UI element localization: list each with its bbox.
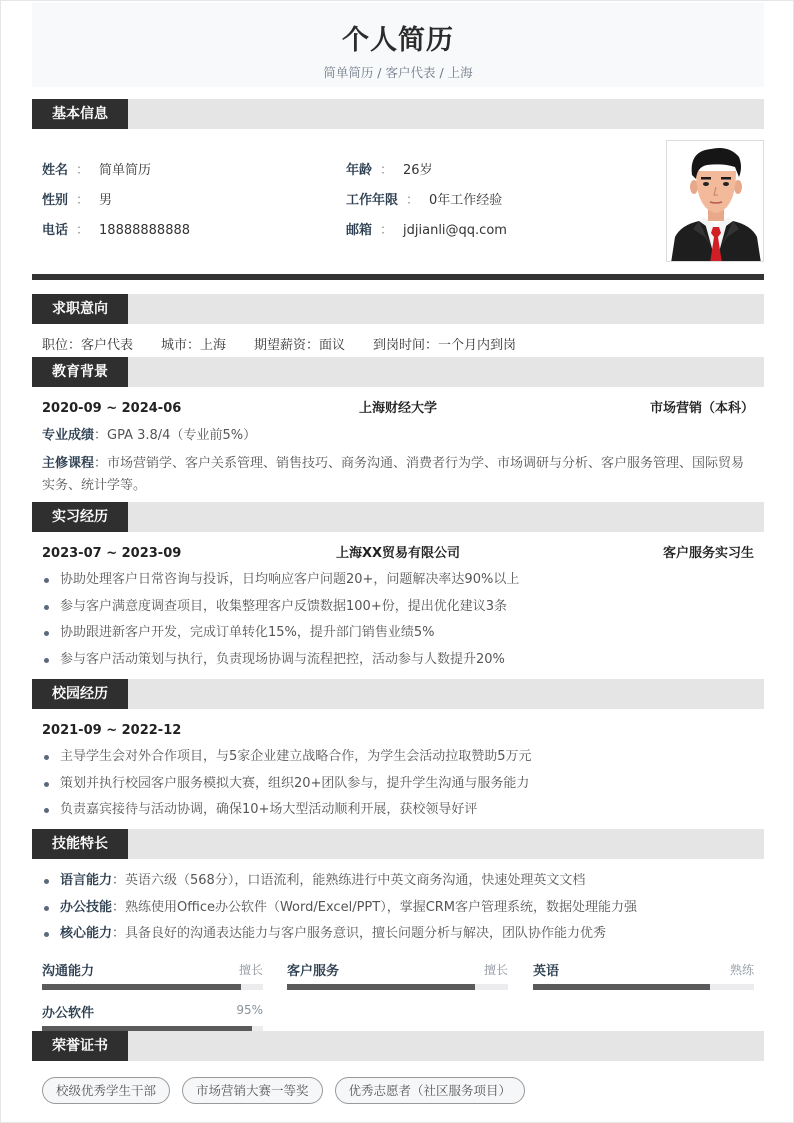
info-value: 男 [99,193,113,208]
info-value: jdjianli@qq.com [403,223,507,238]
skill-bar-level: 95% [236,1003,263,1017]
skill-label: 办公技能 [60,899,113,915]
info-label: 姓名 [42,163,69,178]
info-phone [42,222,190,240]
section-header-education [32,357,764,387]
honors-list [42,1077,525,1104]
person-portrait-icon [667,141,764,262]
section-header-skills [32,829,764,859]
info-label: 电话 [42,223,69,238]
page-title: 个人简历 [342,25,454,56]
intent-arrival: 到岗时间：一个月内到岗 [373,338,517,353]
skill-bar-customer-service [287,960,508,1000]
courses-label: 主修课程 [42,456,95,471]
skill-bar-level: 熟练 [729,963,754,977]
section-title: 荣誉证书 [32,1031,128,1061]
section-header-honors [32,1031,764,1061]
intent-position: 职位：客户代表 [42,338,134,353]
info-email [346,222,507,240]
education-major: 市场营销（本科） [649,401,754,416]
resume-header [32,3,764,87]
info-label: 工作年限 [346,193,399,208]
list-item: 参与客户活动策划与执行，负责现场协调与流程把控，活动参与人数提升20% [42,647,756,674]
info-label: 年龄 [346,163,373,178]
progress-fill [287,984,475,990]
internship-list [42,567,756,673]
skill-text: ：英语六级（568分），口语流利，能熟练进行中英文商务沟通，快速处理英文文档 [112,873,586,888]
courses-value: ：市场营销学、客户关系管理、销售技巧、商务沟通、消费者行为学、市场调研与分析、客户服务管理、国际贸易实务、统计学等。 [42,456,745,493]
list-item: 协助跟进新客户开发，完成订单转化15%，提升部门销售业绩5% [42,620,756,647]
info-colon: ： [76,193,90,208]
education-row [42,400,754,418]
section-header-job-intent [32,294,764,324]
honor-badge: 市场营销大赛一等奖 [182,1077,323,1104]
info-value: 18888888888 [99,223,191,238]
skill-text: ：具备良好的沟通表达能力与客户服务意识，擅长问题分析与解决，团队协作能力优秀 [112,926,607,941]
info-colon: ： [380,223,394,238]
section-header-basic-info [32,99,764,129]
intent-city: 城市：上海 [161,338,227,353]
intent-salary: 期望薪资：面议 [254,338,346,353]
list-item [42,921,756,948]
info-value: 26岁 [403,163,433,178]
list-item [42,868,756,895]
education-gpa [42,425,756,447]
list-item: 主导学生会对外合作项目，与5家企业建立战略合作，为学生会活动拉取赞助5万元 [42,744,756,771]
skill-bar-name: 办公软件 [42,1006,95,1021]
info-gender [42,192,112,210]
gpa-label: 专业成绩 [42,428,95,443]
info-colon: ： [406,193,420,208]
list-item [42,895,756,922]
internship-row [42,545,754,563]
section-title: 技能特长 [32,829,128,859]
skill-bar-name: 客户服务 [287,964,340,979]
campus-period: 2021-09 ~ 2022-12 [42,723,182,738]
job-intent-row [42,337,544,355]
info-label: 邮箱 [346,223,373,238]
section-title: 教育背景 [32,357,128,387]
education-period: 2020-09 ~ 2024-06 [42,401,182,416]
education-courses [42,453,756,497]
list-item: 协助处理客户日常咨询与投诉，日均响应客户问题20+，问题解决率达90%以上 [42,567,756,594]
campus-list [42,744,756,824]
info-work-years [346,192,502,210]
section-header-campus [32,679,764,709]
education-school: 上海财经大学 [358,401,437,416]
divider [32,274,764,280]
page-subtitle: 简单简历 / 客户代表 / 上海 [323,65,473,80]
info-value: 简单简历 [99,163,152,178]
gpa-value: ：GPA 3.8/4（专业前5%） [94,428,257,443]
skills-list [42,868,756,948]
info-age [346,162,433,180]
progress-track [287,984,508,990]
list-item: 参与客户满意度调查项目，收集整理客户反馈数据100+份，提出优化建议3条 [42,594,756,621]
info-colon: ： [76,163,90,178]
skill-bar-level: 擅长 [483,963,508,977]
internship-role: 客户服务实习生 [662,546,754,561]
skill-text: ：熟练使用Office办公软件（Word/Excel/PPT），掌握CRM客户管理系统，数据处理能力强 [112,899,638,915]
honor-badge: 优秀志愿者（社区服务项目） [335,1077,526,1104]
info-colon: ： [380,163,394,178]
honor-badge: 校级优秀学生干部 [42,1077,170,1104]
internship-period: 2023-07 ~ 2023-09 [42,546,182,561]
section-header-internship [32,502,764,532]
campus-row [42,722,754,740]
progress-track [42,984,263,990]
skill-bar-name: 英语 [533,964,560,979]
info-colon: ： [76,223,90,238]
progress-track [533,984,754,990]
progress-fill [42,984,241,990]
section-title: 求职意向 [32,294,128,324]
skill-bar-level: 擅长 [238,963,263,977]
avatar-photo [666,140,764,262]
internship-company: 上海XX贸易有限公司 [335,546,461,561]
list-item: 策划并执行校园客户服务模拟大赛，组织20+团队参与，提升学生沟通与服务能力 [42,771,756,798]
info-value: 0年工作经验 [429,193,503,208]
section-title: 基本信息 [32,99,128,129]
info-name [42,162,151,180]
skill-label: 语言能力 [60,873,113,888]
skill-bar-english [533,960,754,1000]
skill-bar-name: 沟通能力 [42,964,95,979]
progress-fill [533,984,710,990]
section-title: 实习经历 [32,502,128,532]
info-label: 性别 [42,193,69,208]
skill-label: 核心能力 [60,926,113,941]
section-title: 校园经历 [32,679,128,709]
list-item: 负责嘉宾接待与活动协调，确保10+场大型活动顺利开展，获校领导好评 [42,797,756,824]
skill-bar-communication [42,960,263,1000]
